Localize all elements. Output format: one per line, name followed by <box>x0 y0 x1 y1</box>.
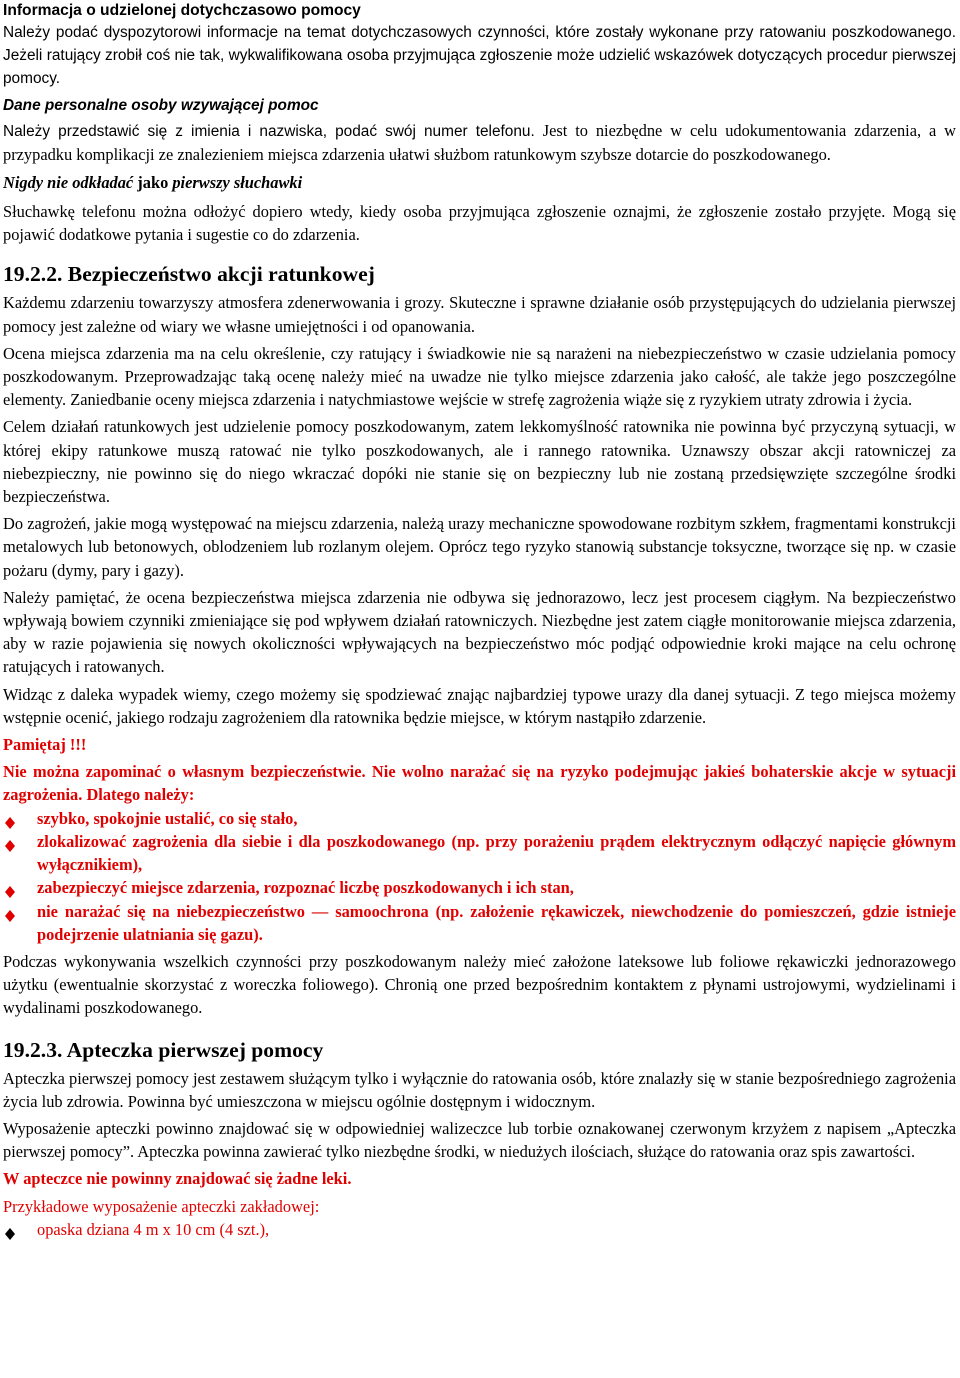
kit-items-list <box>3 1218 956 1241</box>
heading-rescue-safety <box>3 259 956 289</box>
list-item <box>3 876 956 899</box>
list-item <box>3 830 956 876</box>
heading-first-aid-kit <box>3 1035 956 1065</box>
warning-own-safety: Nie można zapominać o własnym bezpieczeństwie. Nie wolno narażać się na ryzyko podejmując jakieś bohaterskie akcje w sytuacji zagrożenia. Dlatego należy: <box>3 762 956 805</box>
diamond-bullet-icon <box>5 812 15 824</box>
paragraph-gloves: Podczas wykonywania wszelkich czynności przy poszkodowanym należy mieć założone lateksowe lub foliowe rękawiczki jednorazowego użytku (ewentualnie skorzystać z woreczka foliowego). Chronią one przed bezpośrednim kontaktem z płynami ustrojowymi, wydzielinami i wydalinami poszkodowanego. <box>3 951 956 1018</box>
paragraph-kit-1: Apteczka pierwszej pomocy jest zestawem służącym tylko i wyłącznie do ratowania osób, które znalazły się w stanie bezpośredniego zagrożenia życia lub zdrowia. Powinna być umieszczona w miejscu ogólnie dostępnym i widocznym. <box>3 1068 956 1111</box>
paragraph-safety-3: Celem działań ratunkowych jest udzielenie pomocy poszkodowanym, zatem lekkomyślność ratownika nie powinna być przyczyną sytuacji, w której ekipy ratunkowe muszą ratować nie tylko poszkodowanych, ale i rannego ratownika. Uznawszy obszar akcji ratowniczej za niebezpieczny, nie powinno się do niego wkraczać dopóki nie stanie się on bezpieczny lub nie zostaną przedsięwzięte szczególne środki bezpieczeństwa. <box>3 417 956 507</box>
list-item-text: szybko, spokojnie ustalić, co się stało, <box>37 808 298 828</box>
list-item <box>3 807 956 830</box>
heading-first-aid-kit-title: Apteczka pierwszej pomocy <box>66 1037 324 1062</box>
list-item <box>3 1218 956 1241</box>
list-item-text: opaska dziana 4 m x 10 cm (4 szt.), <box>37 1219 270 1239</box>
remember-note: Pamiętaj !!! <box>3 735 87 755</box>
personal-data-sentence-1: Należy przedstawić się z imienia i nazwiska, podać swój numer telefonu. <box>3 122 535 140</box>
diamond-bullet-icon <box>5 1223 15 1235</box>
list-item-text: nie narażać się na niebezpieczeństwo — samoochrona (np. założenie rękawiczek, niewchodzenie do pomieszczeń, gdzie istnieje podejrzenie ulatniania się gazu). <box>37 901 956 944</box>
personal-data-sentence-2: Jest to niezbędne w celu udokumentowania zdarzenia, a w przypadku komplikacji ze znalezieniem miejsca zdarzenia ułatwi służbom ratunkowym szybsze dotarcie do poszkodowanego. <box>3 120 957 164</box>
heading-rescue-safety-number: 19.2.2. <box>3 262 63 287</box>
paragraph-kit-2: Wyposażenie apteczki powinno znajdować się w odpowiedniej walizeczce lub torbie oznakowanej czerwonym krzyżem z napisem „Apteczka pierwszej pomocy”. Apteczka powinna zawierać tylko niezbędne środki, w niedużych ilościach, służące do ratowania oraz spis zawartości. <box>3 1118 956 1162</box>
subheading-never-hang-up-part3: pierwszy słuchawki <box>168 173 303 193</box>
diamond-bullet-icon <box>5 835 15 847</box>
paragraph-never-hang-up: Słuchawkę telefonu można odłożyć dopiero wtedy, kiedy osoba przyjmująca zgłoszenie oznajmi, że zgłoszenie zostało przyjęte. Mogą się pojawić dodatkowe pytania i sugestie co do zdarzenia. <box>3 202 956 245</box>
paragraph-safety-4: Do zagrożeń, jakie mogą występować na miejscu zdarzenia, należą urazy mechaniczne spowodowane rozbitym szkłem, fragmentami konstrukcji metalowych lub betonowych, oblodzeniem lub rozlanym olejem. Oprócz tego ryzyko stanowią substancje toksyczne, tworzące się np. w czasie pożaru (dymy, pary i gazy). <box>3 514 956 580</box>
paragraph-prior-help: Należy podać dyspozytorowi informacje na temat dotychczasowych czynności, które zostały wykonane przy ratowaniu poszkodowanego. Jeżeli ratujący zrobił coś nie tak, wykwalifikowana osoba przyjmująca zgłoszenie może udzielić wskazówek dotyczących procedur pierwszej pomocy. <box>3 24 956 88</box>
subheading-personal-data: Dane personalne osoby wzywającej pomoc <box>3 96 319 114</box>
example-equipment-label: Przykładowe wyposażenie apteczki zakładowej: <box>3 1196 320 1216</box>
subheading-never-hang-up <box>3 169 956 196</box>
paragraph-personal-data <box>3 119 956 167</box>
diamond-bullet-icon <box>5 881 15 893</box>
paragraph-safety-1: Każdemu zdarzeniu towarzyszy atmosfera zdenerwowania i grozy. Skuteczne i sprawne działanie osób przystępujących do udzielania pierwszej pomocy jest zależne od wiary we własne umiejętności i od opanowania. <box>3 293 956 336</box>
heading-rescue-safety-title: Bezpieczeństwo akcji ratunkowej <box>67 262 375 287</box>
subheading-never-hang-up-part2: jako <box>137 173 169 193</box>
list-item-text: zlokalizować zagrożenia dla siebie i dla poszkodowanego (np. przy porażeniu prądem elektrycznym odłączyć napięcie głównym wyłącznikiem), <box>37 831 956 875</box>
subheading-never-hang-up-part1: Nigdy nie odkładać <box>3 173 138 193</box>
warning-no-medicines: W apteczce nie powinny znajdować się żadne leki. <box>3 1169 352 1189</box>
paragraph-safety-5: Należy pamiętać, że ocena bezpieczeństwa miejsca zdarzenia nie odbywa się jednorazowo, lecz jest procesem ciągłym. Na bezpieczeństwo wpływają bowiem czynniki zmieniające się pod wpływem działań ratowniczych. Niezbędne jest zatem ciągłe monitorowanie miejsca zdarzenia, aby w razie pojawienia się nowych okoliczności wpływających na bezpieczeństwo móc podjąć odpowiednie kroki mające na celu ochronę ratujących i ratowanych. <box>3 587 956 677</box>
paragraph-safety-2: Ocena miejsca zdarzenia ma na celu określenie, czy ratujący i świadkowie nie są narażeni na niebezpieczeństwo w czasie udzielania pomocy poszkodowanym. Przeprowadzając taką ocenę należy mieć na uwadze nie tylko miejsce zdarzenia jako całość, ale także jego poszczególne elementy. Zaniedbanie oceny miejsca zdarzenia i natychmiastowe wejście w strefę zagrożenia wiąże się z ryzykiem utraty zdrowia i życia. <box>3 343 956 410</box>
heading-first-aid-kit-number: 19.2.3. <box>3 1037 63 1062</box>
diamond-bullet-icon <box>5 905 15 917</box>
paragraph-safety-6: Widząc z daleka wypadek wiemy, czego możemy się spodziewać znając najbardziej typowe urazy dla danej sytuacji. Z tego miejsca możemy wstępnie ocenić, jakiego rodzaju zagrożeniem dla ratownika będzie miejsce, w którym nastąpiło zdarzenie. <box>3 684 956 727</box>
safety-steps-list <box>3 807 956 946</box>
heading-prior-help: Informacja o udzielonej dotychczasowo pomocy <box>3 2 361 19</box>
list-item <box>3 900 956 946</box>
list-item-text: zabezpieczyć miejsce zdarzenia, rozpoznać liczbę poszkodowanych i ich stan, <box>37 878 574 898</box>
